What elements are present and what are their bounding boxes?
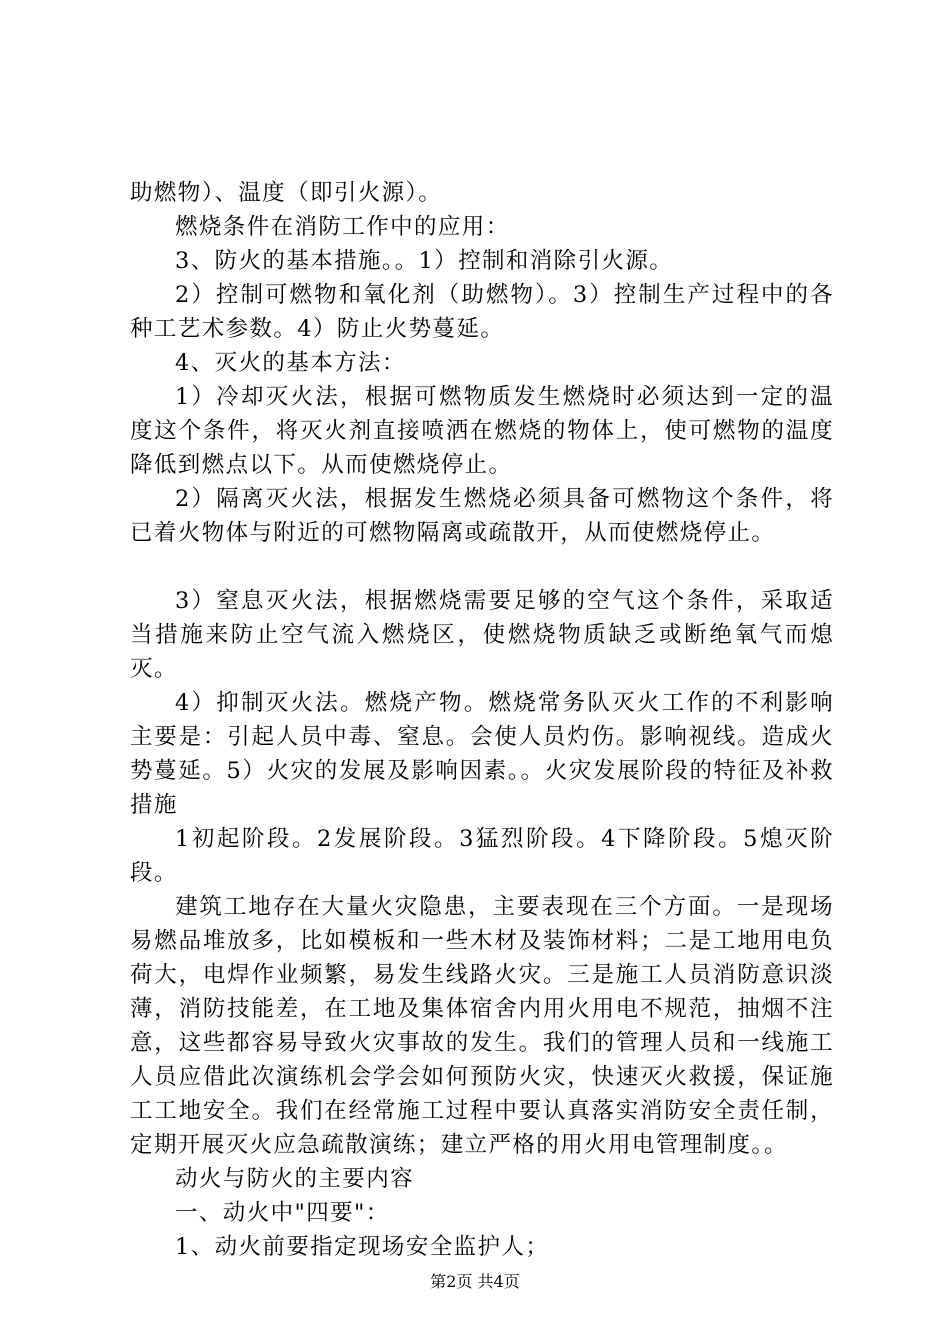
paragraph-3: 3、防火的基本措施。。1）控制和消除引火源。 [175,248,674,274]
paragraph-14: 1、动火前要指定现场安全监护人； [175,1234,550,1260]
paragraph-5: 4、灭火的基本方法： [175,350,406,376]
paragraph-9: 4）抑制灭火法。燃烧产物。燃烧常务队灭火工作的不利影响主要是：引起人员中毒、窒息。会使人员灼伤。影响视线。造成火势蔓延。5）火灾的发展及影响因素。。火灾发展阶段的特征及补救措施 [130,690,834,818]
page-number-footer: 第2页 共4页 [430,1272,520,1291]
paragraph-12: 动火与防火的主要内容 [175,1166,415,1192]
document-body [130,176,834,1264]
paragraph-2: 燃烧条件在消防工作中的应用： [175,214,510,240]
paragraph-6: 1）冷却灭火法，根据可燃物质发生燃烧时必须达到一定的温度这个条件，将灭火剂直接喷洒在燃烧的物体上，使可燃物的温度降低到燃点以下。从而使燃烧停止。 [130,384,834,478]
paragraph-13: 一、动火中"四要"： [175,1200,390,1226]
paragraph-8: 3）窒息灭火法，根据燃烧需要足够的空气这个条件，采取适当措施来防止空气流入燃烧区，使燃烧物质缺乏或断绝氧气而熄灭。 [130,588,834,682]
paragraph-11: 建筑工地存在大量火灾隐患，主要表现在三个方面。一是现场易燃品堆放多，比如模板和一些木材及装饰材料；二是工地用电负荷大，电焊作业频繁，易发生线路火灾。三是施工人员消防意识淡薄，消防技能差，在工地及集体宿舍内用火用电不规范，抽烟不注意，这些都容易导致火灾事故的发生。我们的管理人员和一线施工人员应借此次演练机会学会如何预防火灾，快速灭火救援，保证施工工地安全。我们在经常施工过程中要认真落实消防安全责任制，定期开展灭火应急疏散演练；建立严格的用火用电管理制度。。 [130,894,834,1158]
paragraph-4: 2）控制可燃物和氧化剂（助燃物）。3）控制生产过程中的各种工艺术参数。4）防止火势蔓延。 [130,282,834,342]
paragraph-10: 1初起阶段。2发展阶段。3猛烈阶段。4下降阶段。5熄灭阶段。 [130,826,834,886]
paragraph-1: 助燃物）、温度（即引火源）。 [130,180,443,206]
paragraph-7: 2）隔离灭火法，根据发生燃烧必须具备可燃物这个条件，将已着火物体与附近的可燃物隔离或疏散开，从而使燃烧停止。 [130,486,834,546]
